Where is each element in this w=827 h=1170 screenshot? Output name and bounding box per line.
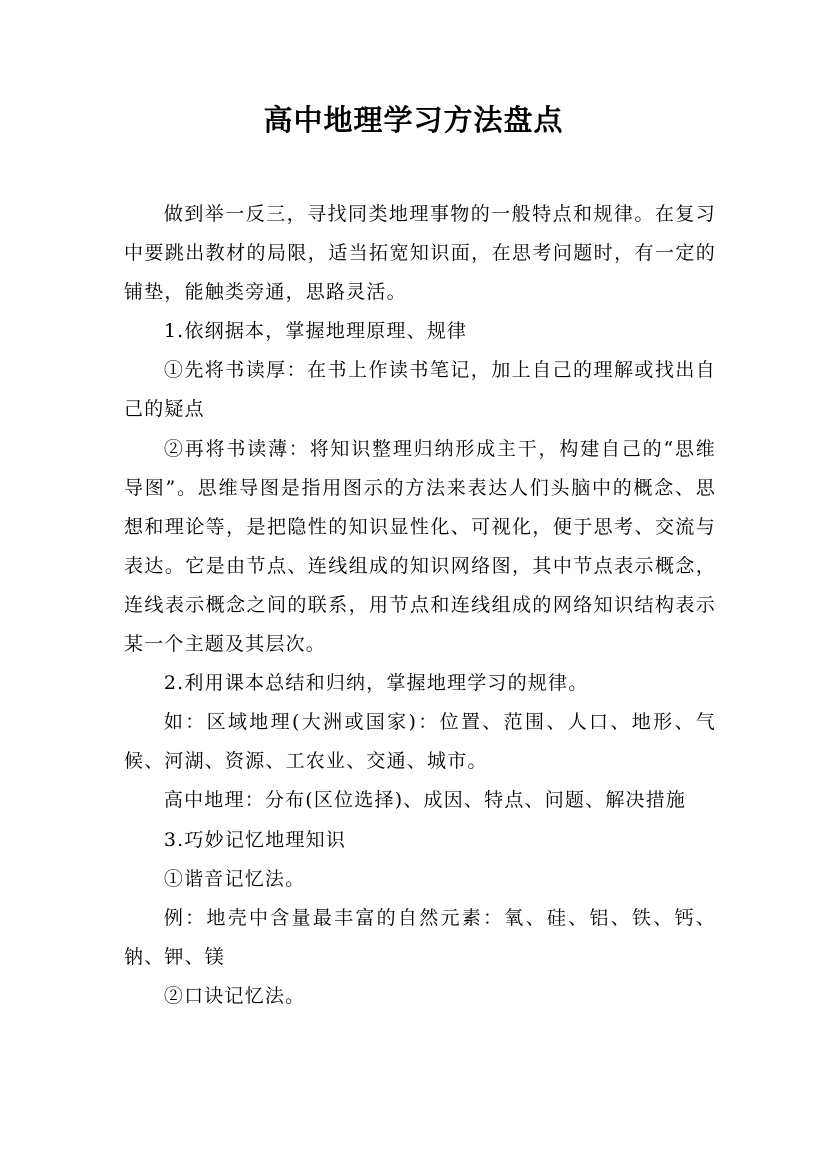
paragraph: 例：地壳中含量最丰富的自然元素：氧、硅、铝、铁、钙、钠、钾、镁 (124, 906, 716, 968)
paragraph: 高中地理：分布(区位选择)、成因、特点、问题、解决措施 (163, 789, 687, 812)
paragraph: 2.利用课本总结和归纳，掌握地理学习的规律。 (163, 672, 589, 695)
document-title: 高中地理学习方法盘点 (263, 103, 564, 137)
document-body (124, 195, 716, 1016)
paragraph: ①先将书读厚：在书上作读书笔记，加上自己的理解或找出自己的疑点 (124, 359, 716, 421)
paragraph: ②再将书读薄：将知识整理归纳形成主干，构建自己的“思维导图”。思维导图是指用图示的方法来表达人们头脑中的概念、思想和理论等，是把隐性的知识显性化、可视化，便于思考、交流与表达。它是由节点、连线组成的知识网络图，其中节点表示概念，连线表示概念之间的联系，用节点和连线组成的网络知识结构表示某一个主题及其层次。 (124, 437, 716, 656)
paragraph: 3.巧妙记忆地理知识 (163, 828, 347, 851)
paragraph: 做到举一反三，寻找同类地理事物的一般特点和规律。在复习中要跳出教材的局限，适当拓宽知识面，在思考问题时，有一定的铺垫，能触类旁通，思路灵活。 (124, 203, 716, 304)
paragraph: 如：区域地理(大洲或国家)：位置、范围、人口、地形、气候、河湖、资源、工农业、交通、城市。 (124, 711, 716, 773)
paragraph: ②口诀记忆法。 (163, 984, 306, 1007)
paragraph: 1.依纲据本，掌握地理原理、规律 (163, 320, 468, 343)
paragraph: ①谐音记忆法。 (163, 867, 306, 890)
